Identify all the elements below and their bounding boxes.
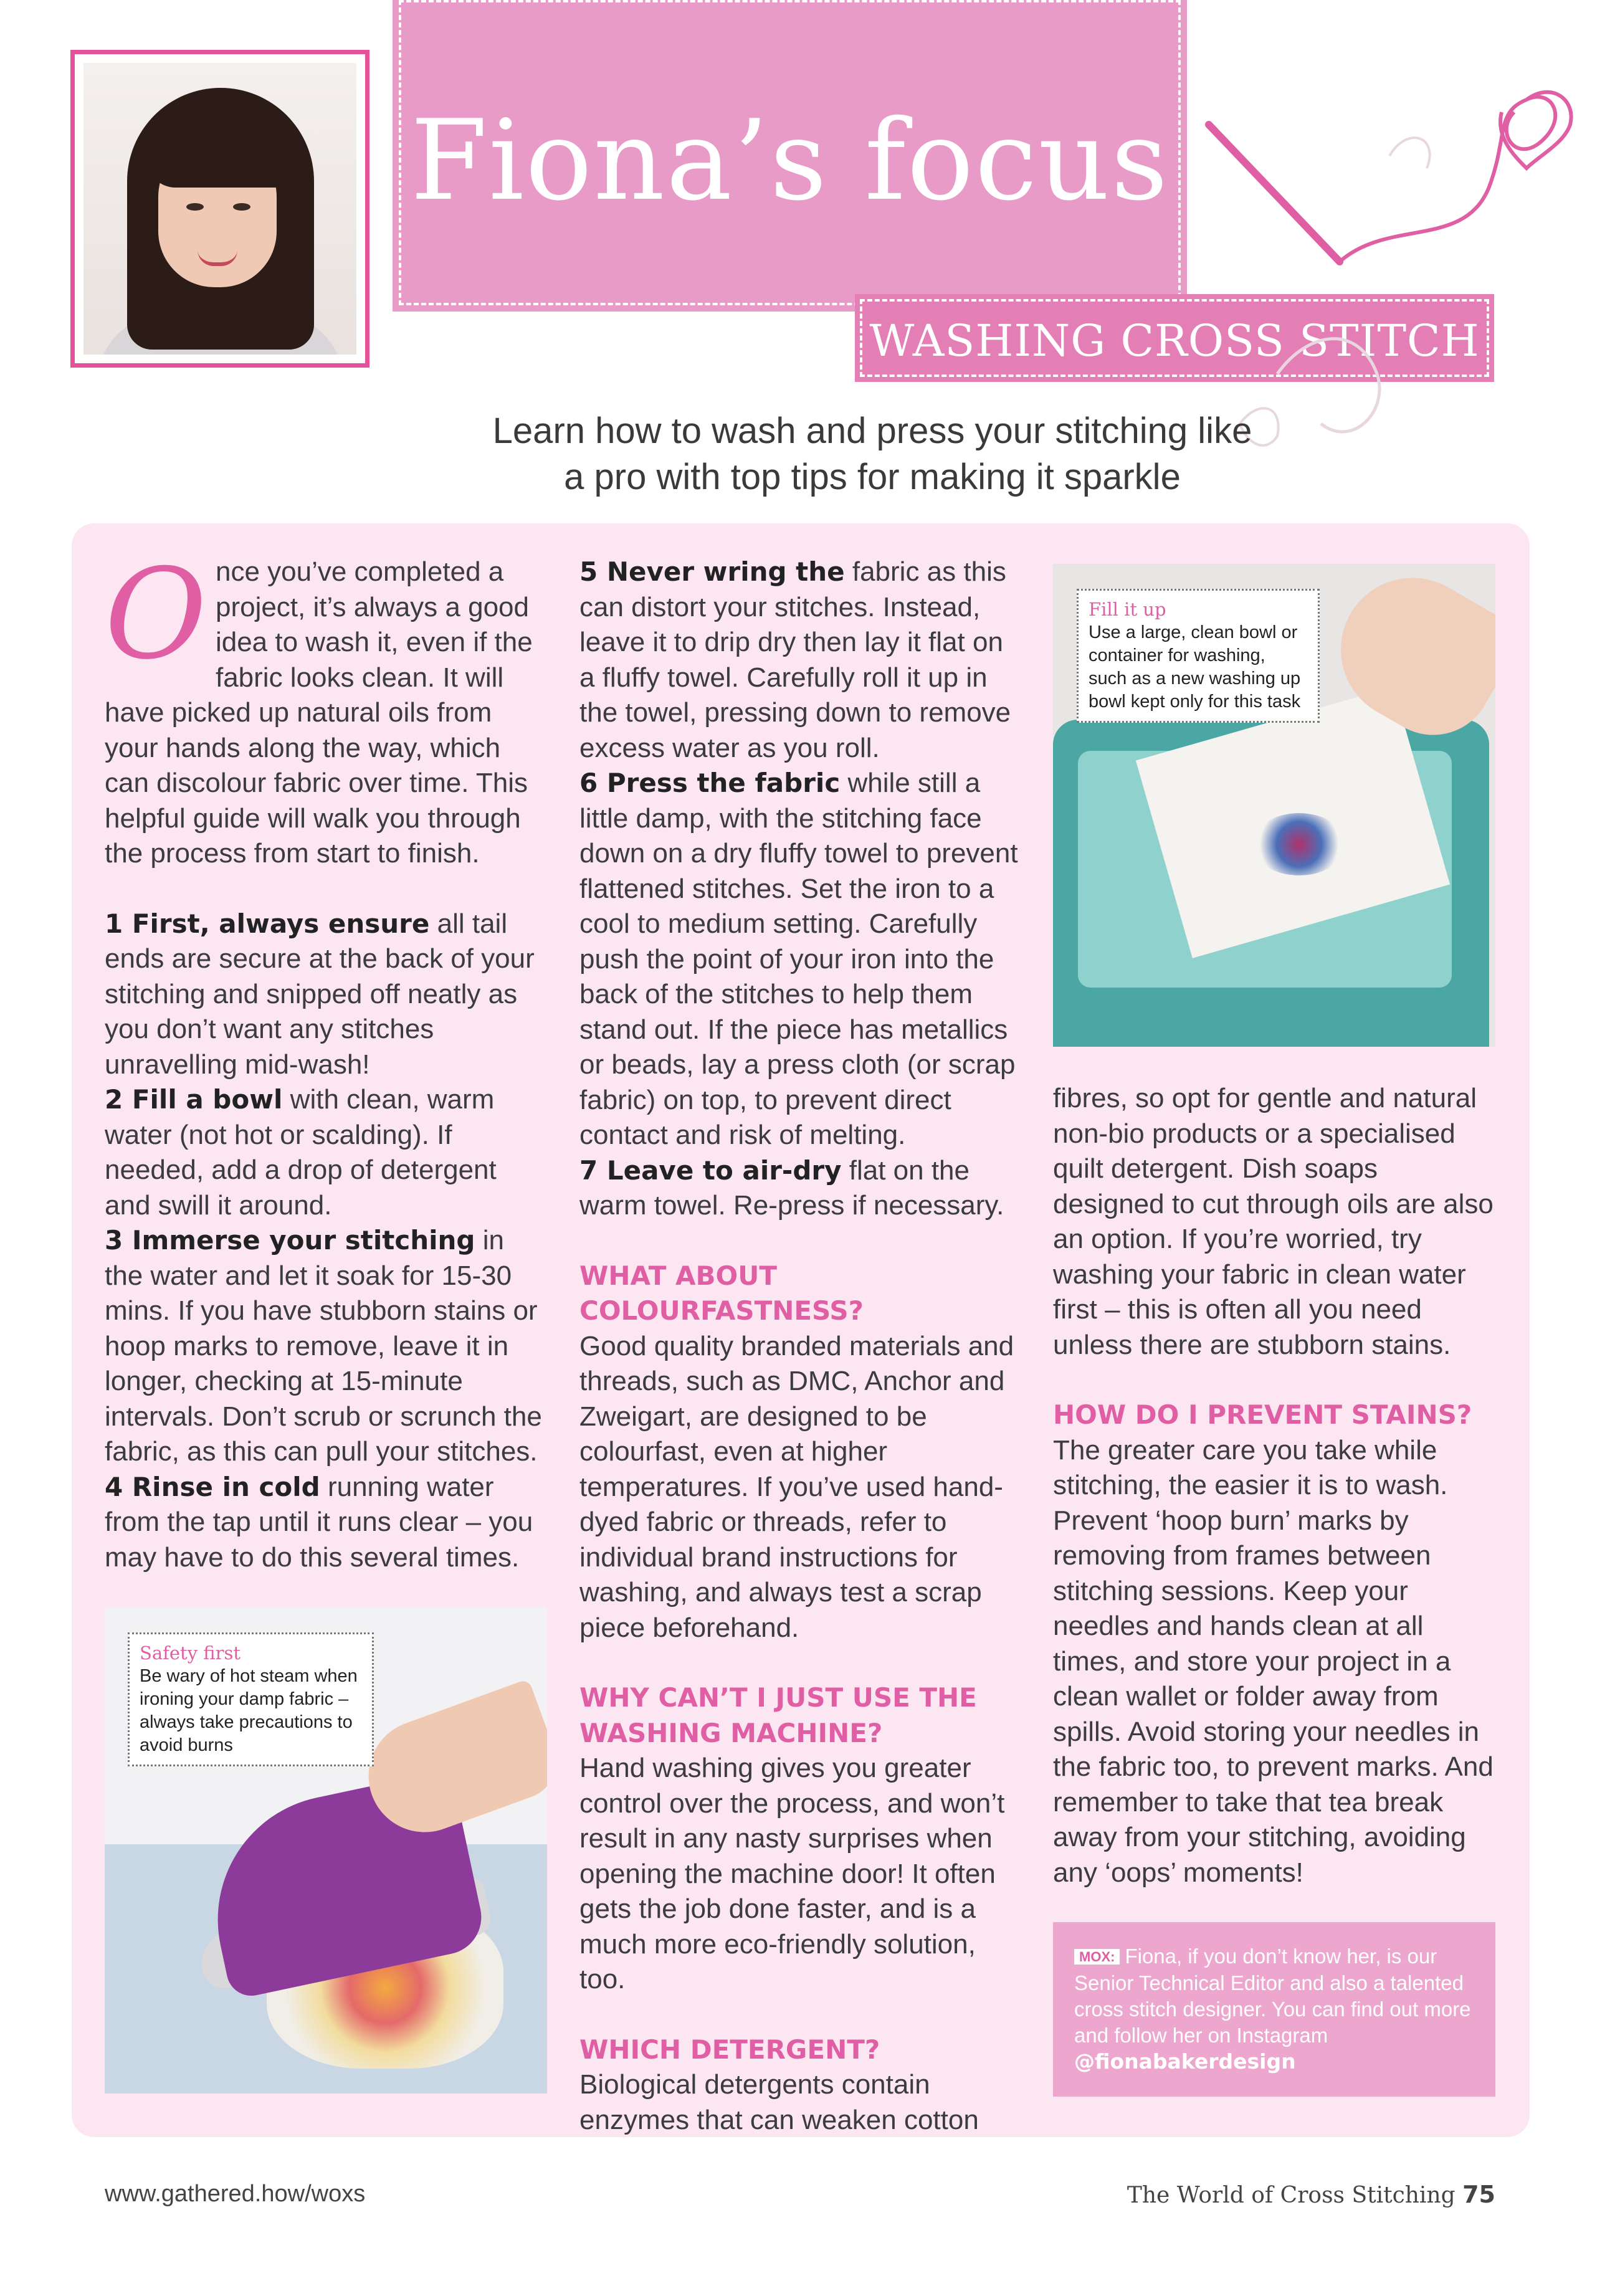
intro-paragraph <box>105 542 547 872</box>
page-subtitle: WASHING CROSS STITCH <box>869 315 1480 366</box>
step-5-text: fabric as this can distort your stitches. Instead, leave it to drip dry then lay it flat on a fluffy towel. Carefully roll it up in the towel, pressing down to remove excess water as you roll. <box>579 556 1011 763</box>
drop-cap: O <box>105 542 207 687</box>
title-banner <box>399 0 1181 305</box>
page-number: 75 <box>1462 2181 1495 2208</box>
step-3 <box>105 1223 547 1470</box>
step-5-heading: 5 Never wring the <box>579 556 845 587</box>
intro-body: nce you’ve completed a project, it’s always a good idea to wash it, even if the fabric looks clean. It will have picked up natural oils from your hands along the way, which can discolour fabric over time. This helpful guide will walk you through the process from start to finish. <box>105 556 533 869</box>
safety-caption-text: Be wary of hot steam when ironing your damp fabric – always take precautions to avoid burns <box>140 1666 358 1755</box>
colourfastness-heading: WHAT ABOUT COLOURFASTNESS? <box>579 1260 864 1326</box>
step-6-heading: 6 Press the fabric <box>579 768 841 798</box>
intro-line-1: Learn how to wash and press your stitching like <box>492 411 1252 451</box>
step-5 <box>579 555 1022 766</box>
footer-url[interactable]: www.gathered.how/woxs <box>105 2181 366 2207</box>
detergent-continued: fibres, so opt for gentle and natural non-bio products or a specialised quilt detergent. Dish soaps designed to cut through oils are also an option. If you’re worried, try washing your fabric in clean water first – this is often all you need unless there are stubborn stains. <box>1053 1083 1494 1360</box>
stains-heading: HOW DO I PREVENT STAINS? <box>1053 1399 1472 1430</box>
step-7-heading: 7 Leave to air-dry <box>579 1155 842 1186</box>
step-2-text: with clean, warm water (not hot or scalding). If needed, add a drop of detergent and swill it around. <box>105 1084 497 1221</box>
step-3-heading: 3 Immerse your stitching <box>105 1225 475 1255</box>
mox-note <box>1053 1922 1495 2097</box>
step-6 <box>579 766 1022 1153</box>
step-1-heading: 1 First, always ensure <box>105 908 430 939</box>
detergent-heading: WHICH DETERGENT? <box>579 2034 880 2065</box>
step-7 <box>579 1153 1022 1224</box>
step-1 <box>105 907 547 1083</box>
step-4 <box>105 1470 547 1576</box>
magazine-name: The World of Cross Stitching <box>1127 2183 1463 2208</box>
column-3 <box>1053 1081 1495 1890</box>
step-4-heading: 4 Rinse in cold <box>105 1471 320 1502</box>
fill-caption <box>1077 589 1320 723</box>
safety-caption <box>128 1632 374 1766</box>
detergent-text: Biological detergents contain enzymes that can weaken cotton <box>579 2069 979 2135</box>
footer-magazine <box>1127 2181 1495 2208</box>
stains-text: The greater care you take while stitching, the easier it is to wash. Prevent ‘hoop burn’ marks by removing from frames between stitching sessions. Keep your needles and hands clean at all times, and store your project in a clean wallet or folder away from spills. Avoid storing your needles in the fabric too, to prevent marks. And remember to take that tea break away from your stitching, avoiding any ‘oops’ moments! <box>1053 1434 1494 1888</box>
safety-caption-title: Safety first <box>140 1642 241 1664</box>
step-2-heading: 2 Fill a bowl <box>105 1084 283 1115</box>
mox-tag: MOX: <box>1074 1949 1120 1965</box>
colourfastness-text: Good quality branded materials and threads, such as DMC, Anchor and Zweigart, are designed to be colourfast, even at higher temperatures. If you’ve used hand-dyed fabric or threads, refer to individual brand instructions for washing, and always test a scrap piece beforehand. <box>579 1330 1014 1643</box>
page-title: Fiona’s focus <box>410 96 1170 225</box>
step-3-text: in the water and let it soak for 15-30 mins. If you have stubborn stains or hoop marks to remove, leave it in longer, checking at 15-minute intervals. Don’t scrub or scrunch the fabric, as this can pull your stitches. <box>105 1225 542 1467</box>
washing-machine-text: Hand washing gives you greater control over the process, and won’t result in any nasty surprises when opening the machine door! It often gets the job done faster, and is a much more eco-friendly solution, too. <box>579 1753 1005 1994</box>
step-1-text: all tail ends are secure at the back of your stitching and snipped off neatly as you don’t want any stitches unravelling mid-wash! <box>105 908 535 1080</box>
washing-machine-heading: WHY CAN’T I JUST USE THE WASHING MACHINE? <box>579 1682 977 1748</box>
intro-line-2: a pro with top tips for making it sparkle <box>564 457 1181 497</box>
column-2 <box>579 555 1022 2138</box>
intro-text <box>374 408 1371 500</box>
author-portrait <box>70 50 369 368</box>
step-4-text: running water from the tap until it runs clear – you may have to do this several times. <box>105 1471 533 1573</box>
fill-caption-text: Use a large, clean bowl or container for washing, such as a new washing up bowl kept only for this task <box>1089 622 1301 712</box>
mox-text: Fiona, if you don’t know her, is our Senior Technical Editor and also a talented cross stitch designer. You can find out more and follow her on Instagram <box>1074 1945 1471 2047</box>
step-6-text: while still a little damp, with the stitching face down on a dry fluffy towel to prevent flattened stitches. Set the iron to a cool to medium setting. Carefully push the point of your iron into the back of the stitches to help them stand out. If the piece has metallics or beads, lay a press cloth (or scrap fabric) on top, to prevent direct contact and risk of melting. <box>579 768 1018 1150</box>
fill-caption-title: Fill it up <box>1089 599 1166 620</box>
instagram-handle[interactable]: @fionabakerdesign <box>1074 2049 1296 2074</box>
column-1 <box>105 542 547 1575</box>
step-7-text: flat on the warm towel. Re-press if necessary. <box>579 1155 1004 1221</box>
step-2 <box>105 1082 547 1223</box>
